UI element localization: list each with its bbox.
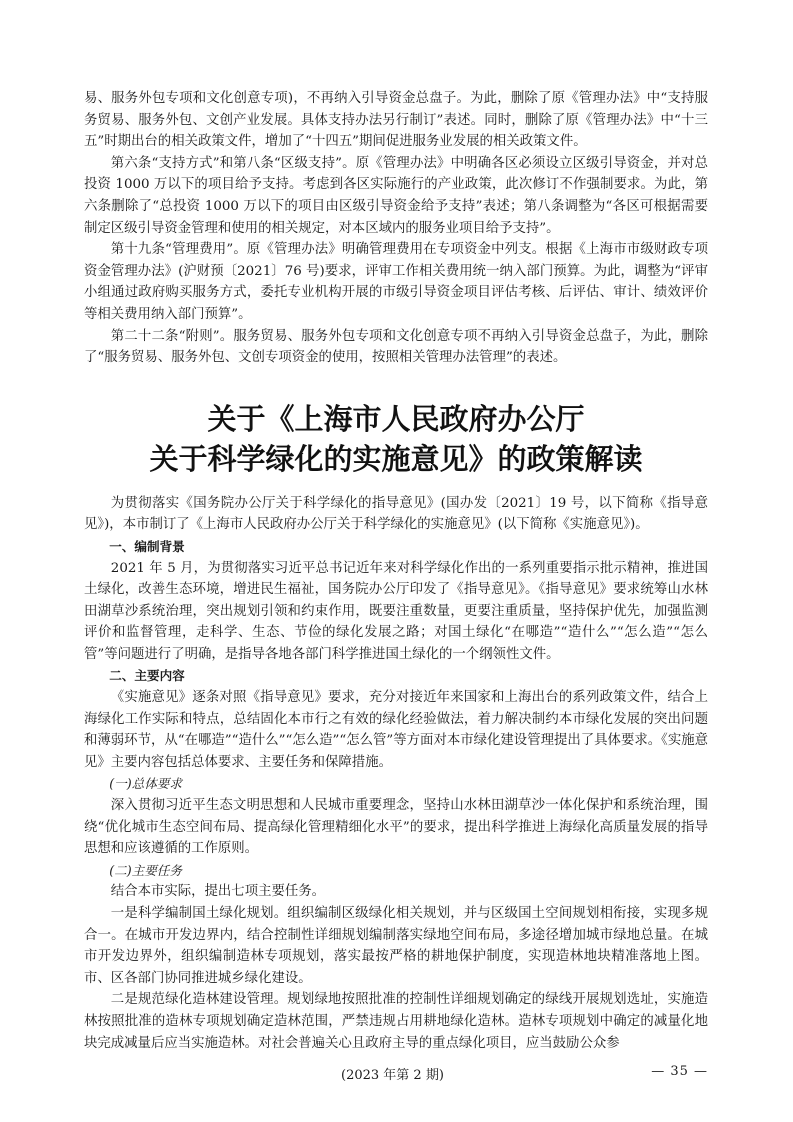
continuation-paragraph: 第十九条“管理费用”。原《管理办法》明确管理费用在专项资金中列支。根据《上海市市级财政专项资金管理办法》(沪财预〔2021〕76 号)要求，评审工作相关费用统一纳入部门预算。为此，调整为“评审小组通过政府购买服务方式，委托专业机构开展的市级引导资金项目评估考核、后评估、审计、绩效评价等相关费用纳入部门预算”。 <box>84 242 708 322</box>
page-number: — 35 — <box>651 1064 708 1080</box>
issue-label: (2023 年第 2 期) <box>341 1068 444 1084</box>
continuation-paragraph: 易、服务外包专项和文化创意专项)，不再纳入引导资金总盘子。为此，删除了原《管理办法》中“支持服务贸易、服务外包、文创产业发展。具体支持办法另行制订”表述。同时，删除了原《管理办法》中“十三五”时期出台的相关政策文件，增加了“十四五”期间促进服务业发展的相关政策文件。 <box>84 91 708 150</box>
section-heading-main-content: 二、主要内容 <box>109 668 185 684</box>
continuation-paragraph: 第二十二条“附则”。服务贸易、服务外包专项和文化创意专项不再纳入引导资金总盘子，为此，删除了“服务贸易、服务外包、文创专项资金的使用，按照相关管理办法管理”的表述。 <box>84 328 708 366</box>
subsection-overall-text: 深入贯彻习近平生态文明思想和人民城市重要理念，坚持山水林田湖草沙一体化保护和系统治理，围绕“优化城市生态空间布局、提高绿化管理精细化水平”的要求，提出科学推进上海绿化高质量发展的指导思想和应该遵循的工作原则。 <box>84 798 708 857</box>
subsection-heading-overall: (一)总体要求 <box>109 776 182 792</box>
section-heading-background: 一、编制背景 <box>109 538 185 554</box>
article-title-line-2: 关于科学绿化的实施意见》的政策解读 <box>149 441 643 476</box>
article-intro: 为贯彻落实《国务院办公厅关于科学绿化的指导意见》(国办发〔2021〕19 号，以下简称《指导意见》)，本市制订了《上海市人民政府办公厅关于科学绿化的实施意见》(以下简称《实施意见》)。 <box>84 495 708 533</box>
page-body <box>84 0 708 1054</box>
task-1-text: 一是科学编制国土绿化规划。组织编制区级绿化相关规划，并与区级国土空间规划相衔接，实现多规合一。在城市开发边界内，结合控制性详细规划编制落实绿地空间布局，多途径增加城市绿地总量。在城市开发边界外，组织编制造林专项规划，落实最按严格的耕地保护制度，实现造林地块精准落地上图。市、区各部门协同推进城乡绿化建设。 <box>84 906 708 986</box>
section-main-content-text: 《实施意见》逐条对照《指导意见》要求，充分对接近年来国家和上海出台的系列政策文件，结合上海绿化工作实际和特点，总结固化本市行之有效的绿化经验做法，着力解决制约本市绿化发展的突出问题和薄弱环节，从“在哪造”“造什么”“怎么造”“怎么管”等方面对本市绿化建设管理提出了具体要求。《实施意见》主要内容包括总体要求、主要任务和保障措施。 <box>84 690 708 770</box>
subsection-tasks-intro: 结合本市实际，提出七项主要任务。 <box>110 884 326 900</box>
task-2-text: 二是规范绿化造林建设管理。规划绿地按照批准的控制性详细规划确定的绿线开展规划选址，实施造林按照批准的造林专项规划确定造林范围，严禁违规占用耕地绿化造林。造林专项规划中确定的减量化地块完成减量后应当实施造林。对社会普遍关心且政府主导的重点绿化项目，应当鼓励公众参 <box>84 992 708 1051</box>
subsection-heading-tasks: (二)主要任务 <box>109 862 182 878</box>
article-title-line-1: 关于《上海市人民政府办公厅 <box>207 401 585 436</box>
article-title <box>84 399 708 479</box>
section-background-text: 2021 年 5 月，为贯彻落实习近平总书记近年来对科学绿化作出的一系列重要指示批示精神，推进国土绿化，改善生态环境，增进民生福祉，国务院办公厅印发了《指导意见》。《指导意见》要求统筹山水林田湖草沙系统治理，突出规划引领和约束作用，既要注重数量，更要注重质量，坚持保护优先，加强监测评价和监督管理，走科学、生态、节俭的绿化发展之路；对国土绿化“在哪造”“造什么”“怎么造”“怎么管”等问题进行了明确，是指导各地各部门科学推进国土绿化的一个纲领性文件。 <box>84 560 708 662</box>
page-footer <box>84 1064 708 1106</box>
continuation-paragraph: 第六条“支持方式”和第八条“区级支持”。原《管理办法》中明确各区必须设立区级引导资金，并对总投资 1000 万以下的项目给予支持。考虑到各区实际施行的产业政策，此次修订不作强制要求。为此，第六条删除了“总投资 1000 万以下的项目由区级引导资金给予支持”表述；第八条调整为“各区可根据需要制定区级引导资金管理和使用的相关规定，对本区域内的服务业项目给予支持”。 <box>84 155 708 236</box>
